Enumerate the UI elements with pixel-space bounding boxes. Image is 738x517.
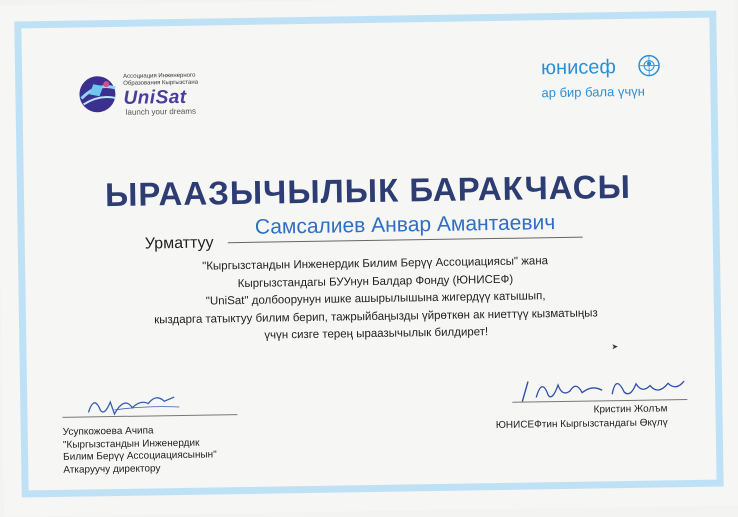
signature-left-line-text: Усупкожоева Ачипа	[62, 425, 154, 438]
pen-mark: ➤	[611, 342, 619, 352]
globe-icon	[75, 72, 120, 117]
body-line: "Кыргызстандын Инженердик Билим Берүү Ассоциациясы" жана	[202, 255, 549, 273]
signature-right-name: Кристин Жолъм	[593, 403, 668, 416]
body-line: Кыргызстандагы БУУнун Балдар Фонду (ЮНИСЕФ)	[237, 273, 514, 290]
body-line: кыздарга татыктуу билим берип, тажрыйбаңызды үйрөткөн ак ниеттүү кызматыңыз	[154, 306, 598, 326]
unisat-association-text: Ассоциация Инженерного Образования Кыргызстана	[123, 72, 199, 87]
unicef-slogan: ар бир бала үчүн	[541, 83, 645, 101]
certificate-title: ЫРААЗЫЧЫЛЫК БАРАКЧАСЫ	[104, 167, 632, 214]
signature-left-line-text: Аткаруучу директору	[63, 462, 161, 476]
signature-left-line-text: Билим Берүү Ассоциациясынын"	[63, 449, 217, 463]
unicef-emblem-icon	[637, 53, 661, 77]
signature-left-caption	[63, 424, 254, 477]
salutation-label: Урматтуу	[144, 234, 214, 253]
body-line: үчүн сизге терең ыраазычылык билдирет!	[264, 326, 489, 342]
unicef-name: юнисеф	[540, 56, 617, 80]
recipient-name: Самсалиев Анвар Амантаевич	[254, 211, 556, 239]
certificate-body	[140, 252, 611, 347]
signature-left-line-text: "Кыргызстандын Инженердик	[62, 437, 200, 451]
unisat-logo	[75, 64, 216, 126]
body-line: "UniSat" долбоорунун ишке ашырылышына жигердүү катышып,	[205, 290, 546, 308]
signature-right-role: ЮНИСЕФтин Кыргызстандагы Өкүлү	[495, 417, 668, 432]
unicef-logo	[537, 53, 668, 105]
unisat-name: UniSat	[123, 86, 187, 109]
unisat-tagline: launch your dreams	[125, 106, 197, 117]
